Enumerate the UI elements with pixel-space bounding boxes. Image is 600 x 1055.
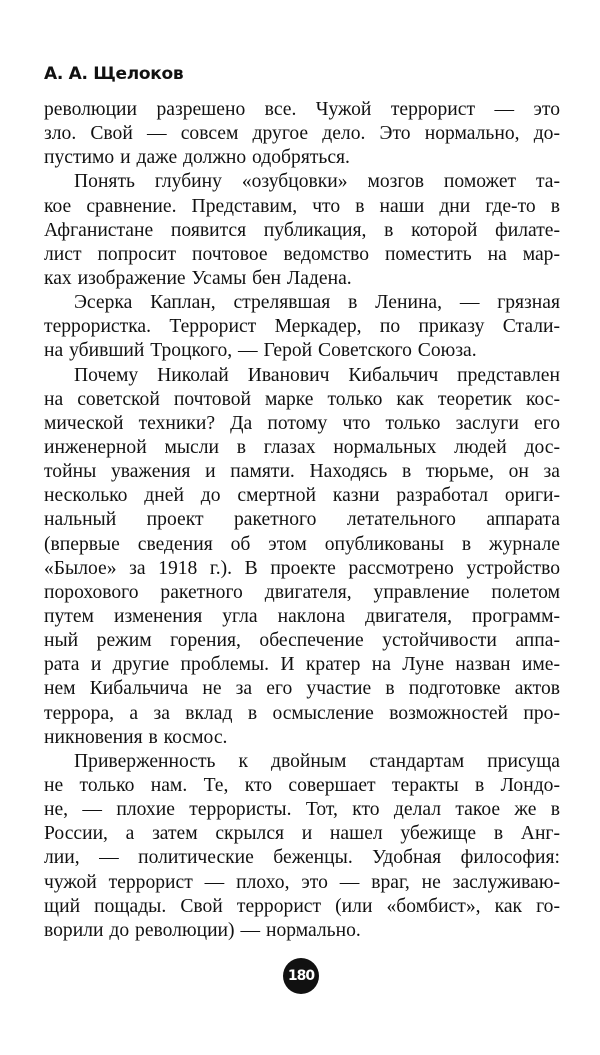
- text-line: Эсерка Каплан, стрелявшая в Ленина, — грязная: [74, 292, 560, 314]
- text-line: Афганистане появится публикация, в которой филате-: [44, 219, 560, 241]
- text-line: Приверженность к двойным стандартам присуща: [74, 750, 560, 772]
- text-line: кое сравнение. Представим, что в наши дни где-то в: [44, 195, 560, 217]
- text-line: порохового ракетного двигателя, управление полетом: [44, 581, 560, 603]
- text-line: на советской почтовой марке только как теоретик кос-: [44, 388, 560, 410]
- text-line: Понять глубину «озубцовки» мозгов поможет та-: [74, 171, 560, 193]
- paragraph: [44, 98, 560, 170]
- text-line: террористка. Террорист Меркадер, по приказу Стали-: [44, 316, 560, 338]
- text-line: чужой террорист — плохо, это — враг, не заслуживаю-: [44, 871, 560, 893]
- text-line: инженерной мысли в глазах нормальных людей дос-: [44, 436, 560, 458]
- text-line: (впервые сведения об этом опубликованы в журнале: [44, 533, 560, 555]
- text-line: нем Кибальчича не за его участие в подготовке актов: [44, 678, 560, 700]
- text-line: на убивший Троцкого, — Герой Советского Союза.: [44, 340, 477, 362]
- text-line: зло. Свой — совсем другое дело. Это нормально, до-: [44, 123, 560, 145]
- running-header-author: А. А. Щелоков: [44, 64, 184, 84]
- text-line: России, а затем скрылся и нашел убежище в Анг-: [44, 823, 560, 845]
- text-line: нальный проект ракетного летательного аппарата: [44, 509, 560, 531]
- text-line: путем изменения угла наклона двигателя, программ-: [44, 605, 560, 627]
- text-line: рата и другие проблемы. И кратер на Луне назван име-: [44, 654, 560, 676]
- text-line: ный режим горения, обеспечение устойчивости аппа-: [44, 630, 560, 652]
- text-line: щий пощады. Свой террорист (или «бомбист», как го-: [44, 895, 560, 917]
- text-line: пустимо и даже должно одобряться.: [44, 147, 350, 169]
- text-line: Почему Николай Иванович Кибальчич представлен: [74, 364, 560, 386]
- page-number-badge: 180: [283, 958, 319, 994]
- text-line: несколько дней до смертной казни разработал ориги-: [44, 485, 560, 507]
- text-line: революции разрешено все. Чужой террорист — это: [44, 99, 560, 120]
- text-line: мической техники? Да потому что только заслуги его: [44, 412, 560, 434]
- text-line: лист попросит почтовое ведомство поместить на мар-: [44, 243, 560, 265]
- text-line: ворили до революции) — нормально.: [44, 919, 361, 941]
- text-line: ках изображение Усамы бен Ладена.: [44, 267, 352, 289]
- text-line: не, — плохие террористы. Тот, кто делал такое же в: [44, 799, 560, 821]
- paragraph: [44, 364, 560, 750]
- text-line: террора, а за вклад в осмысление возможностей про-: [44, 702, 560, 724]
- paragraph: [44, 750, 560, 943]
- text-line: «Былое» за 1918 г.). В проекте рассмотрено устройство: [44, 557, 560, 579]
- page-body-text: [44, 98, 560, 943]
- text-line: лии, — политические беженцы. Удобная философия:: [44, 847, 560, 869]
- text-line: тойны уважения и памяти. Находясь в тюрьме, он за: [44, 461, 560, 483]
- text-line: не только нам. Те, кто совершает теракты в Лондо-: [44, 774, 560, 796]
- text-line: никновения в космос.: [44, 726, 228, 748]
- paragraph: [44, 291, 560, 363]
- paragraph: [44, 170, 560, 291]
